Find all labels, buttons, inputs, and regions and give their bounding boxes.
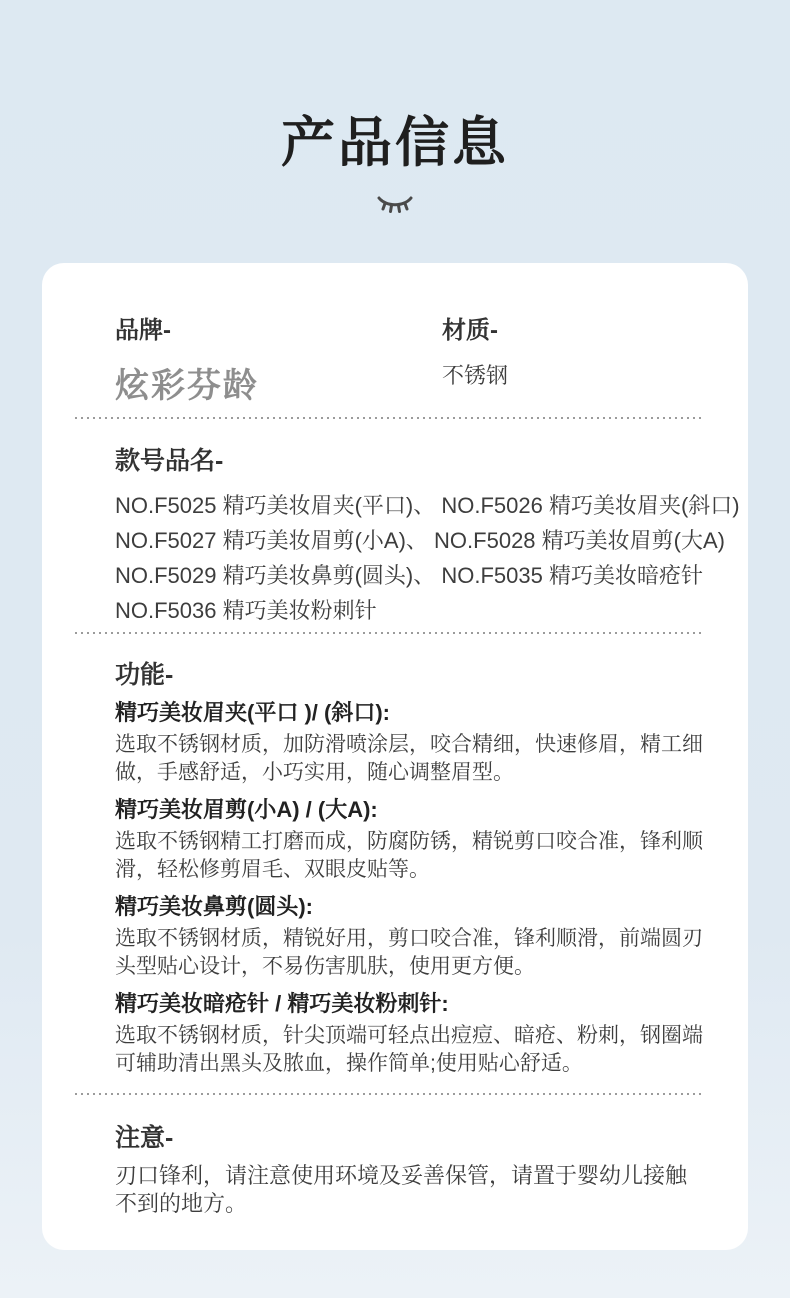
models-heading: 款号品名- [115, 447, 224, 475]
model-list [115, 488, 740, 628]
page-title: 产品信息 [281, 113, 509, 173]
info-card [42, 263, 748, 1250]
function-name: 精巧美妆眉夹(平口 )/ (斜口): [115, 700, 390, 725]
function-desc: 选取不锈钢材质，精锐好用，剪口咬合准，锋利顺滑，前端圆刃头型贴心设计，不易伤害肌肤，使用更方便。 [115, 927, 703, 978]
function-name: 精巧美妆眉剪(小A) / (大A): [115, 797, 378, 822]
model-line: NO.F5027 精巧美妆眉剪(小A)、 NO.F5028 精巧美妆眉剪(大A) [115, 528, 725, 553]
function-item [115, 892, 703, 980]
brand-label: 品牌- [115, 317, 171, 344]
brand-material-row [115, 316, 703, 407]
functions-heading: 功能- [115, 661, 174, 689]
model-line: NO.F5029 精巧美妆鼻剪(圆头)、 NO.F5035 精巧美妆暗疮针 [115, 563, 703, 588]
function-name: 精巧美妆暗疮针 / 精巧美妆粉刺针: [115, 991, 449, 1016]
function-desc: 选取不锈钢材质，针尖顶端可轻点出痘痘、暗疮、粉刺，钢圈端可辅助清出黑头及脓血，操作简单;使用贴心舒适。 [115, 1024, 703, 1075]
dotted-divider [75, 417, 703, 419]
dotted-divider [75, 1093, 703, 1095]
material-section [442, 316, 703, 407]
function-item [115, 698, 703, 786]
function-desc: 选取不锈钢材质，加防滑喷涂层，咬合精细，快速修眉，精工细做，手感舒适，小巧实用，随心调整眉型。 [115, 733, 703, 784]
notice-section [115, 1122, 703, 1218]
function-name: 精巧美妆鼻剪(圆头): [115, 894, 313, 919]
function-desc: 选取不锈钢精工打磨而成，防腐防锈，精锐剪口咬合准，锋利顺滑，轻松修剪眉毛、双眼皮贴等。 [115, 830, 703, 881]
material-value: 不锈钢 [442, 363, 509, 388]
dotted-divider [75, 632, 703, 634]
functions-section [115, 659, 703, 1077]
model-line: NO.F5025 精巧美妆眉夹(平口)、 NO.F5026 精巧美妆眉夹(斜口) [115, 493, 740, 518]
function-item [115, 989, 703, 1077]
function-item [115, 795, 703, 883]
brand-section [115, 316, 442, 407]
material-label: 材质- [442, 317, 498, 344]
eyelash-icon [0, 193, 790, 217]
notice-heading: 注意- [115, 1124, 174, 1152]
header [0, 0, 790, 217]
models-section [115, 445, 740, 628]
notice-text: 刃口锋利，请注意使用环境及妥善保管，请置于婴幼儿接触不到的地方。 [115, 1163, 688, 1216]
model-line: NO.F5036 精巧美妆粉刺针 [115, 598, 377, 623]
brand-logo: 炫彩芬龄 [115, 367, 259, 405]
